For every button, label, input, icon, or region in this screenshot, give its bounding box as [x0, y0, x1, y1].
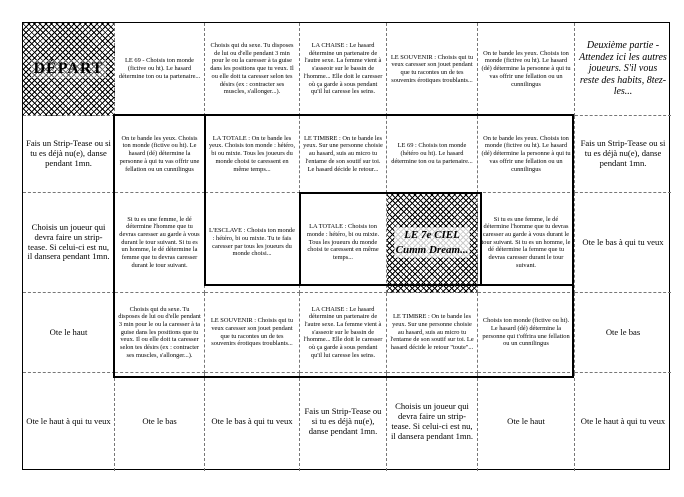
board-square-r4c0[interactable]: Ote le haut à qui tu veux — [23, 373, 115, 471]
finish-sublabel: Cumm Dream... — [395, 243, 469, 256]
board-square-r3c4[interactable]: LE TIMBRE : On te bande les yeux. Sur une personne choisie au hasard, suis au micro tu l'entame de son soutif sur toi. Le hasard décide le retour "toute"... — [387, 293, 478, 373]
board-square-r3c5[interactable]: Choisis ton monde (fictive ou ht). Le hasard (dé) détermine la personne qui t'offrira une fellation ou un cunnilingus — [478, 293, 575, 373]
board-square-r3c2[interactable]: LE SOUVENIR : Choisis qui tu veux caresser son jouet pendant que tu racontes un de tes souvenirs érotiques troublants... — [205, 293, 300, 373]
board-square-r0c5[interactable]: On te bande les yeux. Choisis ton monde (fictive ou ht). Le hasard (dé) détermine la personne à qui tu vas offrir une fellation ou un cunnilingus — [478, 23, 575, 116]
board-square-r1c2[interactable]: LA TOTALE : On te bande les yeux. Choisis ton monde : hétéro, bi ou mixte. Tous les joueurs du monde choisi te caressent en même temps... — [205, 116, 300, 193]
finish-label: LE 7e CIEL — [395, 228, 470, 243]
board-square-r0c4[interactable]: LE SOUVENIR : Choisis qui tu veux caresser son jouet pendant que tu racontes un de tes souvenirs érotiques troublants... — [387, 23, 478, 116]
board-square-r4c6[interactable]: Ote le haut à qui tu veux — [580, 416, 666, 427]
start-label: DÉPART — [33, 59, 104, 77]
board-square-r1c5[interactable]: On te bande les yeux. Choisis ton monde (fictive ou ht). Le hasard (dé) détermine la personne à qui tu vas offrir une fellation ou un cunnilingus — [478, 116, 575, 193]
board-square-r0c2[interactable]: Choisis qui du sexe. Tu disposes de lui ou d'elle pendant 3 min pour le ou la caresser à ta guise dans les positions que tu veux. Il ou elle doit ta caresser selon tes désirs (ex : contracter ses muscles, s'allonger...). — [205, 23, 300, 116]
board-square-r2c0[interactable]: Choisis un joueur qui devra faire un strip-tease. Si celui-ci est nu, il dansera pendant 1mn. — [23, 193, 115, 293]
board-square-r1c3[interactable]: LE TIMBRE : On te bande les yeux. Sur une personne choisie au hasard, suis au micro tu l'entame de son soutif sur toi. Le hasard décide le retour... — [300, 116, 387, 193]
board-square-r1c6[interactable]: Fais un Strip-Tease ou si tu es déjà nu(e), danse pendant 1mn. — [575, 116, 671, 193]
board-square-r1c4[interactable]: LE 69 : Choisis ton monde (hétéro ou ht). Le hasard détermine ton ou ta partenaire... — [387, 116, 478, 193]
game-board — [22, 22, 670, 470]
board-square-r4c1[interactable]: Ote le bas — [115, 373, 205, 471]
board-square-r2c3[interactable]: LA TOTALE : Choisis ton monde : hétéro, bi ou mixte. Tous les joueurs du monde choisi te caressent en même temps... — [300, 193, 387, 293]
board-square-r3c0[interactable]: Ote le haut — [23, 293, 115, 373]
board-square-r1c0[interactable]: Fais un Strip-Tease ou si tu es déjà nu(e), danse pendant 1mn. — [23, 116, 115, 193]
board-square-r2c6[interactable]: Ote le bas à qui tu veux — [575, 193, 671, 293]
start-square[interactable] — [23, 23, 115, 116]
board-square-r4c4[interactable]: Choisis un joueur qui devra faire un strip-tease. Si celui-ci est nu, il dansera pendant 1mn. — [387, 373, 478, 471]
second-part-square[interactable]: Deuxième partie - Attendez ici les autres joueurs. S'il vous reste des habits, 8tez-les... — [575, 23, 671, 116]
board-square-r4c3[interactable]: Fais un Strip-Tease ou si tu es déjà nu(e), danse pendant 1mn. — [300, 373, 387, 471]
board-square-r2c2[interactable]: L'ESCLAVE : Choisis ton monde : hétéro, bi ou mixte. Tu te fais caresser par tous les joueurs du monde choisi... — [205, 193, 300, 293]
board-square-r4c2[interactable]: Ote le bas à qui tu veux — [205, 373, 300, 471]
finish-square[interactable] — [387, 193, 478, 293]
board-square-r2c1[interactable]: Si tu es une femme, le dé détermine l'homme que tu devras caresser au garde à vous durant le tour suivant. Si tu es un homme, le dé détermine la femme que tu devras caresser durant le tour suivant. — [115, 193, 205, 293]
board-square-r0c3[interactable]: LA CHAISE : Le hasard détermine un partenaire de l'autre sexe. La femme vient à s'asseoir sur le bassin de l'homme... Elle doit le caresser où ça garde à sous pendant qu'il lui caresse les seins. — [300, 23, 387, 116]
board-square-r2c5[interactable]: Si tu es une femme, le dé détermine l'homme que tu devras caresser au garde à vous durant le tour suivant. Si tu es un homme, le dé détermine la femme que tu devras caresser durant le tour suivant. — [478, 193, 575, 293]
board-square-r4c5[interactable]: Ote le haut — [478, 373, 575, 471]
board-square-r3c6[interactable]: Ote le bas — [575, 293, 671, 373]
board-square-r3c1[interactable]: Choisis qui du sexe. Tu disposes de lui ou d'elle pendant 3 min pour le ou la caresser à ta guise dans les positions que tu veux. Il ou elle doit ta caresser selon tes désirs (ex : contracter ses muscles, s'allonger...). — [115, 293, 205, 373]
board-square-r0c1[interactable]: LE 69 - Choisis ton monde (fictive ou ht). Le hasard détermine ton ou ta partenaire... — [115, 23, 205, 116]
board-square-r1c1[interactable]: On te bande les yeux. Choisis ton monde (fictive ou ht). Le hasard (dé) détermine la personne à qui tu vas offrir une fellation ou un cunnilingus — [115, 116, 205, 193]
board-square-r3c3[interactable]: LA CHAISE : Le hasard détermine un partenaire de l'autre sexe. La femme vient à s'asseoir sur le bassin de l'homme... Elle doit le caresser où ça garde à sous pendant qu'il lui caresse les seins. — [300, 293, 387, 373]
